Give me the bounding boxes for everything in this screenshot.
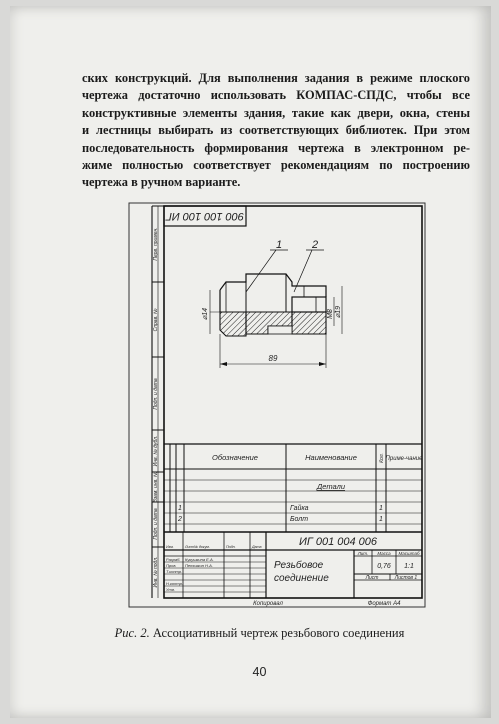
spec-header: Приме-чание <box>385 456 423 462</box>
part-outline <box>220 274 326 297</box>
spec-header: Обозначение <box>212 453 258 462</box>
spec-section: Детали <box>316 482 346 491</box>
role-name: Петьякин Н.А. <box>185 563 213 568</box>
stamp-designation: ИГ 001 004 006 <box>298 536 378 548</box>
spec-pos: 1 <box>178 505 182 512</box>
footer-copied: Копировал <box>253 601 283 607</box>
side-label: Подп. и дата <box>153 378 159 410</box>
body-paragraph <box>82 70 470 192</box>
stamp-mass: 0,76 <box>377 563 391 570</box>
nut-section <box>220 312 246 336</box>
stamp-title-line1: Резьбовое <box>274 560 324 571</box>
spec-name: Гайка <box>290 505 309 512</box>
sheet-frame <box>164 206 422 598</box>
change-header: Подп. <box>226 545 236 549</box>
side-label: Справ. № <box>153 308 159 332</box>
side-label: Инв. № дубл. <box>153 435 159 467</box>
leader-label-2: 2 <box>312 239 319 251</box>
drawing-sheet <box>128 202 428 614</box>
technical-drawing-figure <box>128 202 428 614</box>
spec-qty: 1 <box>379 505 383 512</box>
stamp-sheet: Лист <box>365 575 379 581</box>
specification-table <box>164 444 423 532</box>
page-number: 40 <box>252 665 267 679</box>
role-label: Н.контр. <box>166 581 183 586</box>
bolt-head-section <box>292 312 326 334</box>
spec-name: Болт <box>290 516 309 523</box>
spec-qty: 1 <box>379 516 383 523</box>
caption-label: Рис. 2. <box>114 626 150 640</box>
side-label: Инв. № подл. <box>153 556 159 588</box>
paragraph-line: и лестницы выбирать из соответствующих библиотек. При этом <box>82 123 470 138</box>
dim-right-diameter: ⌀19 <box>335 305 342 319</box>
dim-length: 89 <box>268 354 278 363</box>
side-label: Перв. примен. <box>153 227 159 261</box>
role-label: Т.контр. <box>166 569 183 574</box>
spec-header: Наименование <box>305 453 357 462</box>
leader-label-1: 1 <box>276 239 283 251</box>
rotated-designation: 900 100 100 ИГ <box>165 210 245 222</box>
thread-gap <box>268 326 292 334</box>
spec-pos: 2 <box>178 516 182 523</box>
stamp-col-header: Масштаб <box>398 551 420 556</box>
assembly-view <box>202 239 342 368</box>
footer-format: Формат А4 <box>367 601 401 607</box>
spec-header: Кол. <box>379 453 385 463</box>
stamp-col-header: Масса <box>377 551 391 556</box>
leader-line <box>246 250 276 292</box>
paragraph-line: чертежа достаточно использовать КОМПАС-СПДС, чтобы все <box>82 88 470 103</box>
paragraph-line: жиме полностью соответствует рекомендациям по построению <box>82 158 470 173</box>
role-name: Кукушкина Е.А. <box>185 557 214 562</box>
change-header: Дата <box>252 545 262 549</box>
title-block <box>164 532 422 598</box>
paragraph-line: ских конструкций. Для выполнения задания в режиме плоского <box>82 71 470 85</box>
figure-caption <box>10 626 499 641</box>
stamp-sheets: Листов 1 <box>394 575 418 581</box>
bolt-head-outline <box>292 297 326 312</box>
paragraph-line: конструктивные элементы здания, такие как двери, окна, стены <box>82 105 470 120</box>
dim-thread: М8 <box>327 309 334 319</box>
role-label: Пров. <box>166 563 177 568</box>
stamp-scale: 1:1 <box>404 563 414 570</box>
role-label: Утв. <box>166 587 176 592</box>
stamp-title-line2: соединение <box>274 573 329 584</box>
change-header: № докум. <box>194 545 210 549</box>
side-label: Подп. и дата <box>153 508 159 540</box>
book-page <box>10 6 491 718</box>
paragraph-line: чертежа в ручном варианте. <box>82 175 241 190</box>
stamp-col-header: Лит. <box>357 551 369 556</box>
paragraph-line: последовательность формирования чертежа в электронном ре- <box>82 140 470 155</box>
role-label: Разраб. <box>166 557 181 562</box>
caption-text: Ассоциативный чертеж резьбового соединения <box>152 626 405 640</box>
change-header: Изм. <box>166 545 174 549</box>
change-header: Лист <box>185 545 195 549</box>
dim-left-diameter: ⌀14 <box>202 307 209 321</box>
side-label: Взам. инв. № <box>153 471 159 503</box>
